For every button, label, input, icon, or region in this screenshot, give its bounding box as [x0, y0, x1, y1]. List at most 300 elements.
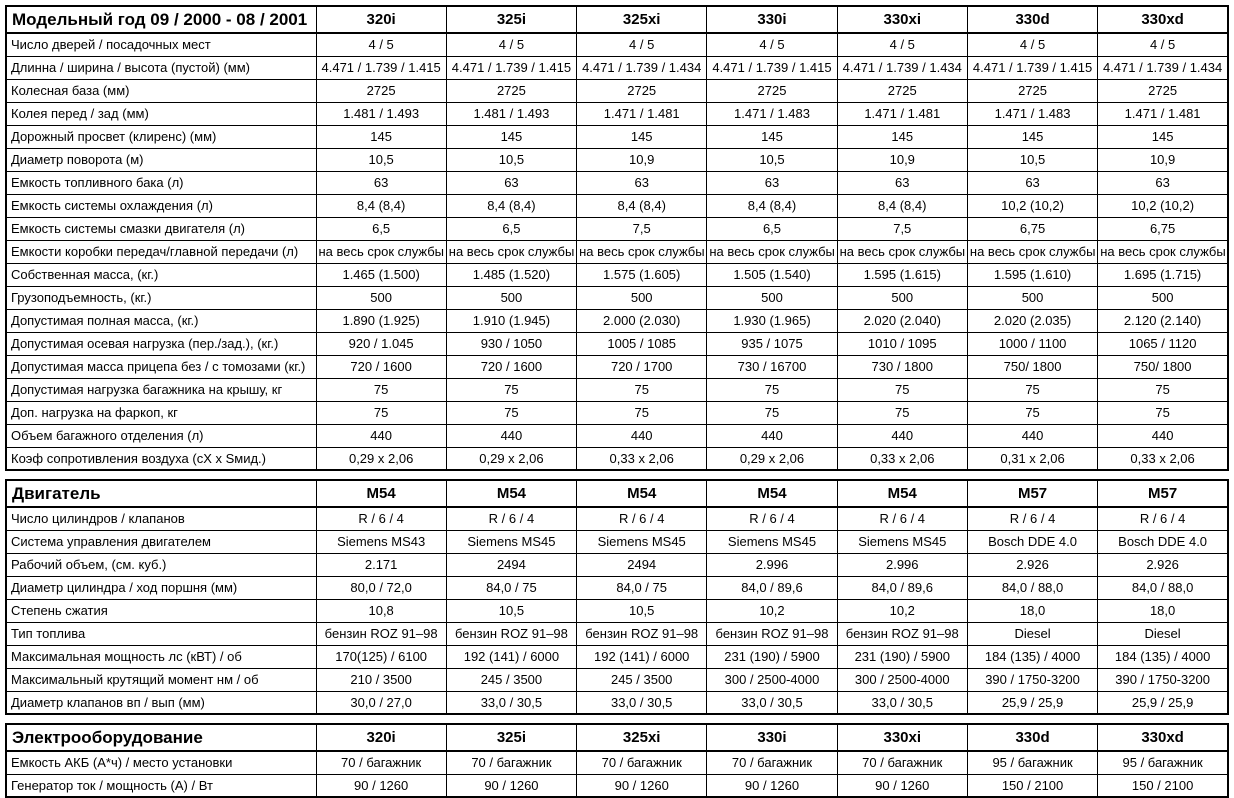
- row-label: Тип топлива: [6, 622, 316, 645]
- spec-cell: 500: [837, 286, 967, 309]
- spec-cell: 1.595 (1.610): [967, 263, 1097, 286]
- column-header: 325xi: [577, 724, 707, 751]
- spec-cell: 440: [316, 424, 446, 447]
- row-label: Степень сжатия: [6, 599, 316, 622]
- table-row: [6, 645, 1228, 668]
- section-header-engine: Двигатель: [6, 480, 316, 507]
- row-label: Емкости коробки передач/главной передачи (л): [6, 240, 316, 263]
- row-label: Дорожный просвет (клиренс) (мм): [6, 125, 316, 148]
- spec-cell: 0,29 x 2,06: [707, 447, 837, 470]
- spec-cell: 75: [837, 378, 967, 401]
- row-label: Коэф сопротивления воздуха (сХ x Sмид.): [6, 447, 316, 470]
- spec-cell: R / 6 / 4: [577, 507, 707, 530]
- spec-cell: 170(125) / 6100: [316, 645, 446, 668]
- spec-cell: 0,31 x 2,06: [967, 447, 1097, 470]
- spec-cell: 4 / 5: [316, 33, 446, 56]
- spec-cell: 6,5: [707, 217, 837, 240]
- table-row: [6, 194, 1228, 217]
- column-header: M54: [316, 480, 446, 507]
- spec-cell: 10,2: [707, 599, 837, 622]
- spec-cell: 1.471 / 1.481: [577, 102, 707, 125]
- row-label: Система управления двигателем: [6, 530, 316, 553]
- column-header: M57: [967, 480, 1097, 507]
- spec-cell: 1000 / 1100: [967, 332, 1097, 355]
- spec-cell: 63: [837, 171, 967, 194]
- spec-cell: 920 / 1.045: [316, 332, 446, 355]
- spec-cell: бензин ROZ 91–98: [316, 622, 446, 645]
- row-label: Допустимая нагрузка багажника на крышу, кг: [6, 378, 316, 401]
- spec-cell: 84,0 / 75: [446, 576, 576, 599]
- spec-cell: 70 / багажник: [837, 751, 967, 774]
- column-header: 325i: [446, 724, 576, 751]
- spec-cell: 150 / 2100: [967, 774, 1097, 797]
- spec-cell: 10,5: [967, 148, 1097, 171]
- spec-cell: 2725: [577, 79, 707, 102]
- spec-cell: 10,2 (10,2): [1098, 194, 1228, 217]
- spec-cell: 1010 / 1095: [837, 332, 967, 355]
- spec-cell: 75: [577, 401, 707, 424]
- spec-cell: 440: [577, 424, 707, 447]
- spec-cell: 75: [316, 401, 446, 424]
- spec-cell: 0,33 x 2,06: [837, 447, 967, 470]
- spec-cell: 184 (135) / 4000: [967, 645, 1097, 668]
- column-header: 330xi: [837, 724, 967, 751]
- spec-cell: 2.120 (2.140): [1098, 309, 1228, 332]
- spec-cell: 2.171: [316, 553, 446, 576]
- column-header: M54: [837, 480, 967, 507]
- row-label: Доп. нагрузка на фаркоп, кг: [6, 401, 316, 424]
- spec-cell: Bosch DDE 4.0: [1098, 530, 1228, 553]
- row-label: Диаметр цилиндра / ход поршня (мм): [6, 576, 316, 599]
- spec-cell: на весь срок службы: [967, 240, 1097, 263]
- table-row: [6, 33, 1228, 56]
- row-label: Допустимая осевая нагрузка (пер./зад.), (кг.): [6, 332, 316, 355]
- spec-cell: 4.471 / 1.739 / 1.415: [967, 56, 1097, 79]
- spec-cell: 75: [837, 401, 967, 424]
- spec-cell: 63: [707, 171, 837, 194]
- spec-cell: 8,4 (8,4): [446, 194, 576, 217]
- spec-cell: 4 / 5: [446, 33, 576, 56]
- table-row: [6, 401, 1228, 424]
- row-label: Длинна / ширина / высота (пустой) (мм): [6, 56, 316, 79]
- spec-cell: 90 / 1260: [837, 774, 967, 797]
- table-row: [6, 102, 1228, 125]
- spec-cell: 63: [1098, 171, 1228, 194]
- spec-cell: 33,0 / 30,5: [837, 691, 967, 714]
- spec-cell: 1.575 (1.605): [577, 263, 707, 286]
- spec-cell: 10,5: [707, 148, 837, 171]
- spec-cell: 18,0: [967, 599, 1097, 622]
- spec-cell: 500: [316, 286, 446, 309]
- spec-cell: 720 / 1700: [577, 355, 707, 378]
- spec-cell: 2725: [446, 79, 576, 102]
- spec-cell: 245 / 3500: [577, 668, 707, 691]
- spec-cell: 75: [1098, 378, 1228, 401]
- spec-cell: 10,5: [316, 148, 446, 171]
- table-row: [6, 125, 1228, 148]
- spec-cell: 84,0 / 89,6: [837, 576, 967, 599]
- spec-cell: 1.471 / 1.481: [837, 102, 967, 125]
- spec-cell: 75: [967, 378, 1097, 401]
- spec-cell: 8,4 (8,4): [316, 194, 446, 217]
- table-row: [6, 217, 1228, 240]
- header-row: [6, 724, 1228, 751]
- spec-cell: 2725: [1098, 79, 1228, 102]
- column-header: M54: [446, 480, 576, 507]
- spec-cell: R / 6 / 4: [316, 507, 446, 530]
- spec-cell: 150 / 2100: [1098, 774, 1228, 797]
- row-label: Рабочий объем, (см. куб.): [6, 553, 316, 576]
- spec-cell: 0,29 x 2,06: [316, 447, 446, 470]
- spec-cell: бензин ROZ 91–98: [446, 622, 576, 645]
- spec-cell: 90 / 1260: [446, 774, 576, 797]
- spec-cell: на весь срок службы: [316, 240, 446, 263]
- spec-cell: 184 (135) / 4000: [1098, 645, 1228, 668]
- spec-cell: 75: [967, 401, 1097, 424]
- spec-cell: 8,4 (8,4): [837, 194, 967, 217]
- column-header: 330xd: [1098, 6, 1228, 33]
- spec-cell: 90 / 1260: [316, 774, 446, 797]
- spec-cell: 1.595 (1.615): [837, 263, 967, 286]
- spec-cell: Siemens MS45: [837, 530, 967, 553]
- spec-cell: 6,75: [1098, 217, 1228, 240]
- spec-cell: 10,9: [577, 148, 707, 171]
- spec-cell: Diesel: [967, 622, 1097, 645]
- column-header: 330i: [707, 724, 837, 751]
- table-row: [6, 622, 1228, 645]
- spec-cell: 750/ 1800: [967, 355, 1097, 378]
- spec-cell: 25,9 / 25,9: [967, 691, 1097, 714]
- spec-cell: 25,9 / 25,9: [1098, 691, 1228, 714]
- spec-cell: 4.471 / 1.739 / 1.415: [446, 56, 576, 79]
- spec-cell: 2725: [837, 79, 967, 102]
- column-header: 330xd: [1098, 724, 1228, 751]
- spec-cell: 2725: [316, 79, 446, 102]
- row-label: Число цилиндров / клапанов: [6, 507, 316, 530]
- table-row: [6, 171, 1228, 194]
- spec-cell: 18,0: [1098, 599, 1228, 622]
- spec-cell: 2.926: [967, 553, 1097, 576]
- header-row: [6, 480, 1228, 507]
- spec-cell: 1.890 (1.925): [316, 309, 446, 332]
- spec-cell: 4.471 / 1.739 / 1.434: [577, 56, 707, 79]
- spec-cell: 2.926: [1098, 553, 1228, 576]
- table-row: [6, 309, 1228, 332]
- spec-cell: 1.471 / 1.483: [707, 102, 837, 125]
- spec-cell: 1.505 (1.540): [707, 263, 837, 286]
- spec-cell: 145: [707, 125, 837, 148]
- row-label: Максимальный крутящий момент нм / об: [6, 668, 316, 691]
- spec-cell: 750/ 1800: [1098, 355, 1228, 378]
- table-row: [6, 56, 1228, 79]
- row-label: Диаметр клапанов вп / вып (мм): [6, 691, 316, 714]
- spec-cell: R / 6 / 4: [967, 507, 1097, 530]
- spec-cell: 90 / 1260: [577, 774, 707, 797]
- spec-cell: 70 / багажник: [577, 751, 707, 774]
- spec-cell: на весь срок службы: [837, 240, 967, 263]
- spec-cell: 730 / 1800: [837, 355, 967, 378]
- column-header: 320i: [316, 724, 446, 751]
- spec-cell: 84,0 / 75: [577, 576, 707, 599]
- spec-cell: 440: [446, 424, 576, 447]
- spec-cell: 75: [316, 378, 446, 401]
- spec-cell: R / 6 / 4: [1098, 507, 1228, 530]
- spec-cell: 4 / 5: [967, 33, 1097, 56]
- spec-cell: 2.020 (2.035): [967, 309, 1097, 332]
- spec-cell: 75: [707, 378, 837, 401]
- spec-cell: 6,5: [446, 217, 576, 240]
- spec-cell: на весь срок службы: [1098, 240, 1228, 263]
- row-label: Диаметр поворота (м): [6, 148, 316, 171]
- spec-cell: 145: [837, 125, 967, 148]
- spec-cell: 1065 / 1120: [1098, 332, 1228, 355]
- table-row: [6, 691, 1228, 714]
- spec-cell: 4.471 / 1.739 / 1.434: [1098, 56, 1228, 79]
- spec-cell: 84,0 / 89,6: [707, 576, 837, 599]
- spec-cell: на весь срок службы: [446, 240, 576, 263]
- table-row: [6, 599, 1228, 622]
- spec-cell: на весь срок службы: [577, 240, 707, 263]
- spec-cell: 2.996: [707, 553, 837, 576]
- table-row: [6, 286, 1228, 309]
- row-label: Максимальная мощность лс (кВТ) / об: [6, 645, 316, 668]
- spec-cell: 63: [577, 171, 707, 194]
- row-label: Собственная масса, (кг.): [6, 263, 316, 286]
- spec-cell: 440: [837, 424, 967, 447]
- column-header: 325xi: [577, 6, 707, 33]
- spec-cell: R / 6 / 4: [446, 507, 576, 530]
- spec-cell: 2.000 (2.030): [577, 309, 707, 332]
- spec-cell: 84,0 / 88,0: [1098, 576, 1228, 599]
- spec-cell: 300 / 2500-4000: [837, 668, 967, 691]
- spec-cell: 231 (190) / 5900: [707, 645, 837, 668]
- spec-cell: 4 / 5: [577, 33, 707, 56]
- spec-table-model-year: [5, 5, 1229, 471]
- spec-cell: 10,2 (10,2): [967, 194, 1097, 217]
- spec-cell: 145: [446, 125, 576, 148]
- spec-cell: 2725: [967, 79, 1097, 102]
- spec-cell: 500: [967, 286, 1097, 309]
- spec-cell: 70 / багажник: [446, 751, 576, 774]
- spec-cell: 1.930 (1.965): [707, 309, 837, 332]
- table-row: [6, 751, 1228, 774]
- spec-cell: 75: [577, 378, 707, 401]
- spec-cell: 6,5: [316, 217, 446, 240]
- header-row: [6, 6, 1228, 33]
- row-label: Допустимая полная масса, (кг.): [6, 309, 316, 332]
- table-row: [6, 355, 1228, 378]
- spec-cell: 10,8: [316, 599, 446, 622]
- spec-cell: 75: [1098, 401, 1228, 424]
- column-header: M54: [707, 480, 837, 507]
- spec-cell: 7,5: [577, 217, 707, 240]
- spec-cell: 440: [707, 424, 837, 447]
- spec-cell: Siemens MS45: [446, 530, 576, 553]
- spec-cell: 10,5: [577, 599, 707, 622]
- spec-cell: 10,5: [446, 148, 576, 171]
- spec-cell: 2494: [577, 553, 707, 576]
- spec-cell: 440: [1098, 424, 1228, 447]
- table-row: [6, 424, 1228, 447]
- spec-cell: 0,33 x 2,06: [1098, 447, 1228, 470]
- spec-cell: 1.465 (1.500): [316, 263, 446, 286]
- spec-cell: 33,0 / 30,5: [577, 691, 707, 714]
- spec-cell: Diesel: [1098, 622, 1228, 645]
- spec-cell: 8,4 (8,4): [577, 194, 707, 217]
- spec-cell: 75: [707, 401, 837, 424]
- table-row: [6, 576, 1228, 599]
- column-header: 330i: [707, 6, 837, 33]
- spec-cell: 145: [1098, 125, 1228, 148]
- spec-cell: 210 / 3500: [316, 668, 446, 691]
- spec-cell: 10,5: [446, 599, 576, 622]
- spec-cell: 33,0 / 30,5: [707, 691, 837, 714]
- spec-cell: 4 / 5: [1098, 33, 1228, 56]
- spec-cell: 80,0 / 72,0: [316, 576, 446, 599]
- row-label: Грузоподъемность, (кг.): [6, 286, 316, 309]
- table-row: [6, 668, 1228, 691]
- row-label: Допустимая масса прицепа без / с томозами (кг.): [6, 355, 316, 378]
- spec-cell: 63: [316, 171, 446, 194]
- spec-cell: 500: [446, 286, 576, 309]
- section-header-electrical: Электрооборудование: [6, 724, 316, 751]
- spec-cell: Bosch DDE 4.0: [967, 530, 1097, 553]
- spec-cell: 720 / 1600: [316, 355, 446, 378]
- spec-cell: 1.481 / 1.493: [316, 102, 446, 125]
- spec-cell: 390 / 1750-3200: [1098, 668, 1228, 691]
- spec-cell: 192 (141) / 6000: [577, 645, 707, 668]
- spec-cell: 145: [316, 125, 446, 148]
- spec-cell: 30,0 / 27,0: [316, 691, 446, 714]
- spec-cell: Siemens MS43: [316, 530, 446, 553]
- spec-cell: 1.695 (1.715): [1098, 263, 1228, 286]
- spec-cell: 1.485 (1.520): [446, 263, 576, 286]
- spec-cell: 6,75: [967, 217, 1097, 240]
- spec-cell: на весь срок службы: [707, 240, 837, 263]
- spec-cell: бензин ROZ 91–98: [707, 622, 837, 645]
- spec-cell: 930 / 1050: [446, 332, 576, 355]
- spec-cell: бензин ROZ 91–98: [577, 622, 707, 645]
- spec-cell: 84,0 / 88,0: [967, 576, 1097, 599]
- table-row: [6, 553, 1228, 576]
- spec-cell: 245 / 3500: [446, 668, 576, 691]
- spec-cell: 145: [967, 125, 1097, 148]
- spec-cell: 10,2: [837, 599, 967, 622]
- table-row: [6, 240, 1228, 263]
- spec-cell: 0,29 x 2,06: [446, 447, 576, 470]
- row-label: Емкость АКБ (А*ч) / место установки: [6, 751, 316, 774]
- row-label: Емкость топливного бака (л): [6, 171, 316, 194]
- spec-tables: [5, 5, 1229, 798]
- row-label: Колея перед / зад (мм): [6, 102, 316, 125]
- column-header: 325i: [446, 6, 576, 33]
- spec-cell: 500: [707, 286, 837, 309]
- spec-cell: 10,9: [1098, 148, 1228, 171]
- table-row: [6, 332, 1228, 355]
- row-label: Число дверей / посадочных мест: [6, 33, 316, 56]
- spec-cell: 95 / багажник: [967, 751, 1097, 774]
- spec-cell: 70 / багажник: [707, 751, 837, 774]
- spec-cell: 75: [446, 378, 576, 401]
- spec-cell: 145: [577, 125, 707, 148]
- spec-cell: 63: [967, 171, 1097, 194]
- spec-cell: 7,5: [837, 217, 967, 240]
- spec-cell: 1.481 / 1.493: [446, 102, 576, 125]
- spec-cell: 90 / 1260: [707, 774, 837, 797]
- spec-cell: 720 / 1600: [446, 355, 576, 378]
- spec-cell: 10,9: [837, 148, 967, 171]
- spec-cell: 8,4 (8,4): [707, 194, 837, 217]
- spec-cell: 4 / 5: [707, 33, 837, 56]
- table-row: [6, 263, 1228, 286]
- table-row: [6, 79, 1228, 102]
- spec-table-electrical: [5, 723, 1229, 798]
- spec-cell: 63: [446, 171, 576, 194]
- spec-cell: 2.020 (2.040): [837, 309, 967, 332]
- column-header: 320i: [316, 6, 446, 33]
- spec-cell: 300 / 2500-4000: [707, 668, 837, 691]
- spec-cell: 75: [446, 401, 576, 424]
- section-header-model-year: Модельный год 09 / 2000 - 08 / 2001: [6, 6, 316, 33]
- spec-cell: R / 6 / 4: [707, 507, 837, 530]
- spec-cell: 4.471 / 1.739 / 1.415: [707, 56, 837, 79]
- row-label: Генератор ток / мощность (А) / Вт: [6, 774, 316, 797]
- spec-cell: 231 (190) / 5900: [837, 645, 967, 668]
- spec-cell: 0,33 x 2,06: [577, 447, 707, 470]
- row-label: Колесная база (мм): [6, 79, 316, 102]
- column-header: M57: [1098, 480, 1228, 507]
- column-header: 330d: [967, 724, 1097, 751]
- spec-cell: Siemens MS45: [707, 530, 837, 553]
- row-label: Емкость системы смазки двигателя (л): [6, 217, 316, 240]
- spec-cell: 390 / 1750-3200: [967, 668, 1097, 691]
- row-label: Емкость системы охлаждения (л): [6, 194, 316, 217]
- spec-cell: 730 / 16700: [707, 355, 837, 378]
- spec-cell: 2725: [707, 79, 837, 102]
- spec-table-engine: [5, 479, 1229, 715]
- spec-cell: 33,0 / 30,5: [446, 691, 576, 714]
- column-header: 330d: [967, 6, 1097, 33]
- spec-cell: 1.471 / 1.481: [1098, 102, 1228, 125]
- spec-cell: 1.471 / 1.483: [967, 102, 1097, 125]
- table-row: [6, 774, 1228, 797]
- spec-cell: 500: [577, 286, 707, 309]
- spec-cell: 1.910 (1.945): [446, 309, 576, 332]
- spec-cell: 1005 / 1085: [577, 332, 707, 355]
- spec-cell: 500: [1098, 286, 1228, 309]
- table-row: [6, 447, 1228, 470]
- column-header: 330xi: [837, 6, 967, 33]
- table-row: [6, 148, 1228, 171]
- spec-cell: Siemens MS45: [577, 530, 707, 553]
- spec-cell: 4.471 / 1.739 / 1.434: [837, 56, 967, 79]
- spec-cell: R / 6 / 4: [837, 507, 967, 530]
- table-row: [6, 378, 1228, 401]
- spec-cell: 4 / 5: [837, 33, 967, 56]
- spec-cell: бензин ROZ 91–98: [837, 622, 967, 645]
- spec-cell: 2.996: [837, 553, 967, 576]
- column-header: M54: [577, 480, 707, 507]
- spec-cell: 95 / багажник: [1098, 751, 1228, 774]
- table-row: [6, 507, 1228, 530]
- table-row: [6, 530, 1228, 553]
- spec-cell: 2494: [446, 553, 576, 576]
- spec-cell: 4.471 / 1.739 / 1.415: [316, 56, 446, 79]
- spec-cell: 70 / багажник: [316, 751, 446, 774]
- spec-cell: 935 / 1075: [707, 332, 837, 355]
- spec-cell: 192 (141) / 6000: [446, 645, 576, 668]
- row-label: Объем багажного отделения (л): [6, 424, 316, 447]
